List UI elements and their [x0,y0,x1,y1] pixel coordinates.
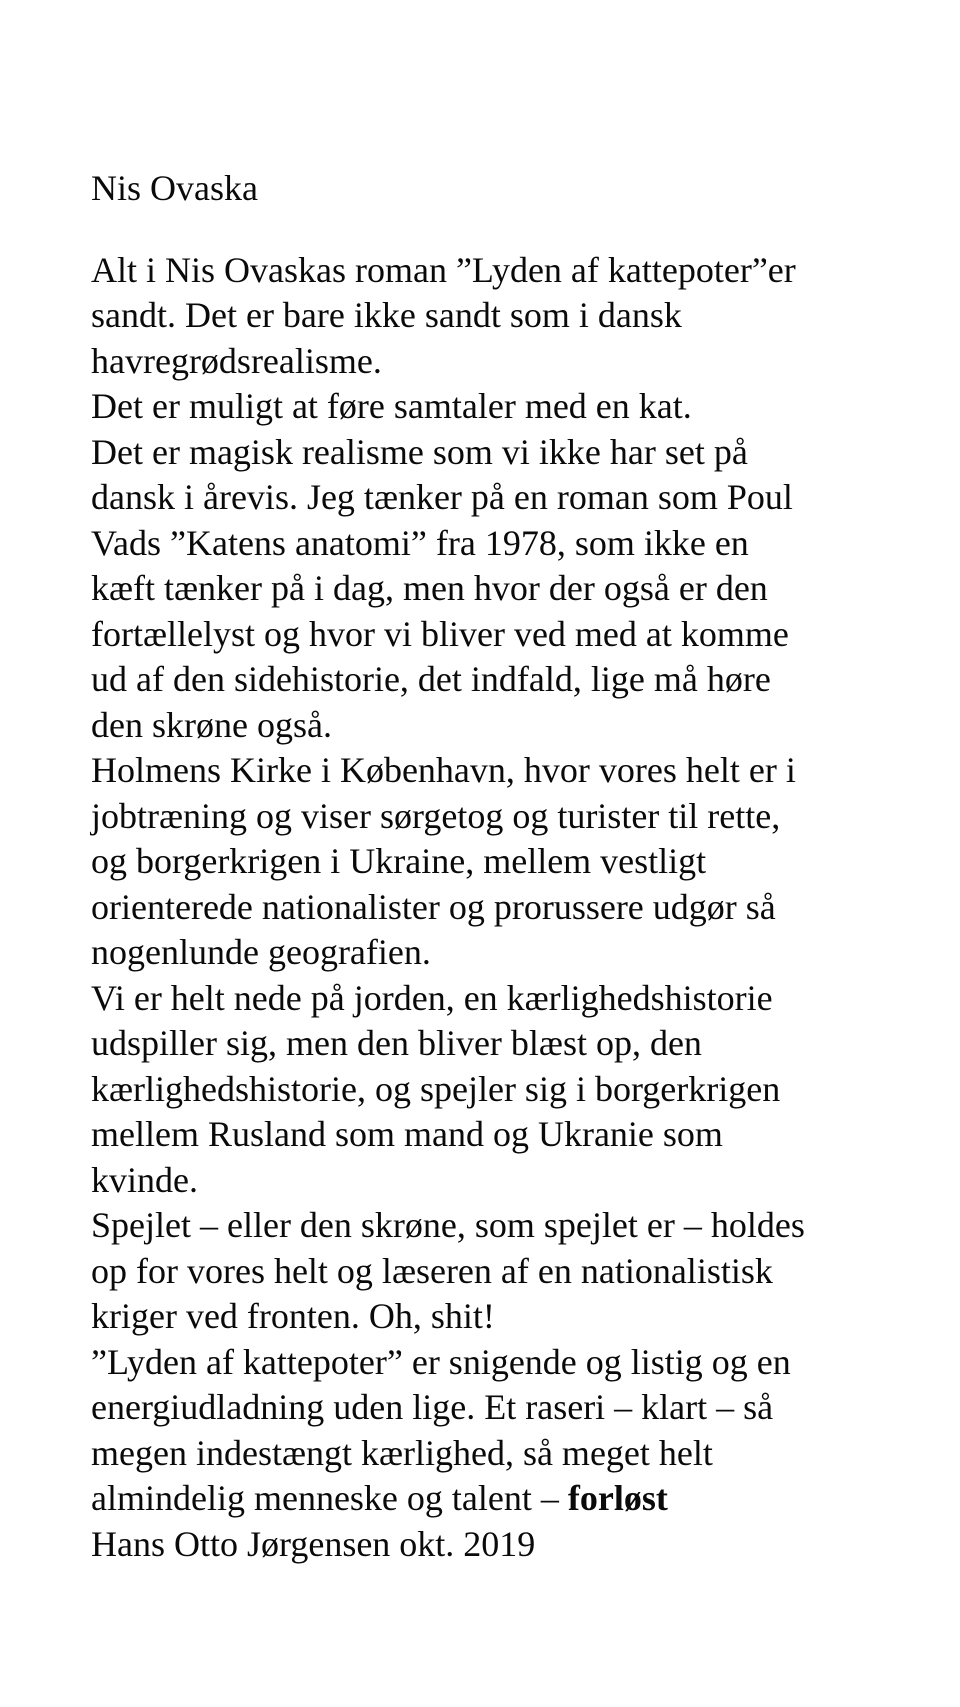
text-line: op for vores helt og læseren af en nationalistisk [91,1250,773,1291]
document-title: Nis Ovaska [91,168,258,208]
text-line: sandt. Det er bare ikke sandt som i dansk [91,295,682,335]
text-line: orienterede nationalister og prorussere udgør så [91,886,776,927]
text-line: fortællelyst og hvor vi bliver ved med at komme [91,613,789,654]
text-line: ”Lyden af kattepoter” er snigende og listig og en [91,1341,791,1382]
text-line: og borgerkrigen i Ukraine, mellem vestligt [91,841,707,881]
text-line: Alt i Nis Ovaskas roman ”Lyden af kattepoter”er [91,249,796,290]
bold-emphasis: forløst [567,1478,668,1518]
signature: Hans Otto Jørgensen okt. 2019 [91,1523,536,1564]
document-page [91,166,931,1567]
text-line: kæft tænker på i dag, men hvor der også er den [91,568,768,608]
final-line-text: almindelig menneske og talent – [91,1478,568,1518]
text-line: den skrøne også. [91,704,332,745]
text-line: jobtræning og viser sørgetog og turister til rette, [91,795,781,836]
text-line: megen indestængt kærlighed, så meget helt [91,1432,713,1473]
text-line: mellem Rusland som mand og Ukranie som [91,1114,723,1154]
text-line: Vi er helt nede på jorden, en kærlighedshistorie [91,977,773,1018]
text-line: dansk i årevis. Jeg tænker på en roman som Poul [91,477,793,517]
text-line: Holmens Kirke i København, hvor vores helt er i [91,750,796,790]
text-line: kærlighedshistorie, og spejler sig i borgerkrigen [91,1068,781,1109]
final-text-line [91,1476,931,1522]
text-line: Det er muligt at føre samtaler med en kat. [91,386,692,426]
text-line: energiudladning uden lige. Et raseri – klart – så [91,1387,774,1427]
text-line: udspiller sig, men den bliver blæst op, den [91,1023,702,1063]
text-line: ud af den sidehistorie, det indfald, lige må høre [91,659,771,699]
text-line: kvinde. [91,1159,198,1200]
text-line: kriger ved fronten. Oh, shit! [91,1296,495,1336]
text-line: Vads ”Katens anatomi” fra 1978, som ikke en [91,522,749,563]
text-line: nogenlunde geografien. [91,932,431,972]
text-line: havregrødsrealisme. [91,340,382,381]
text-line: Det er magisk realisme som vi ikke har set på [91,431,748,472]
text-line: Spejlet – eller den skrøne, som spejlet er – holdes [91,1205,805,1245]
review-text [91,248,931,1568]
